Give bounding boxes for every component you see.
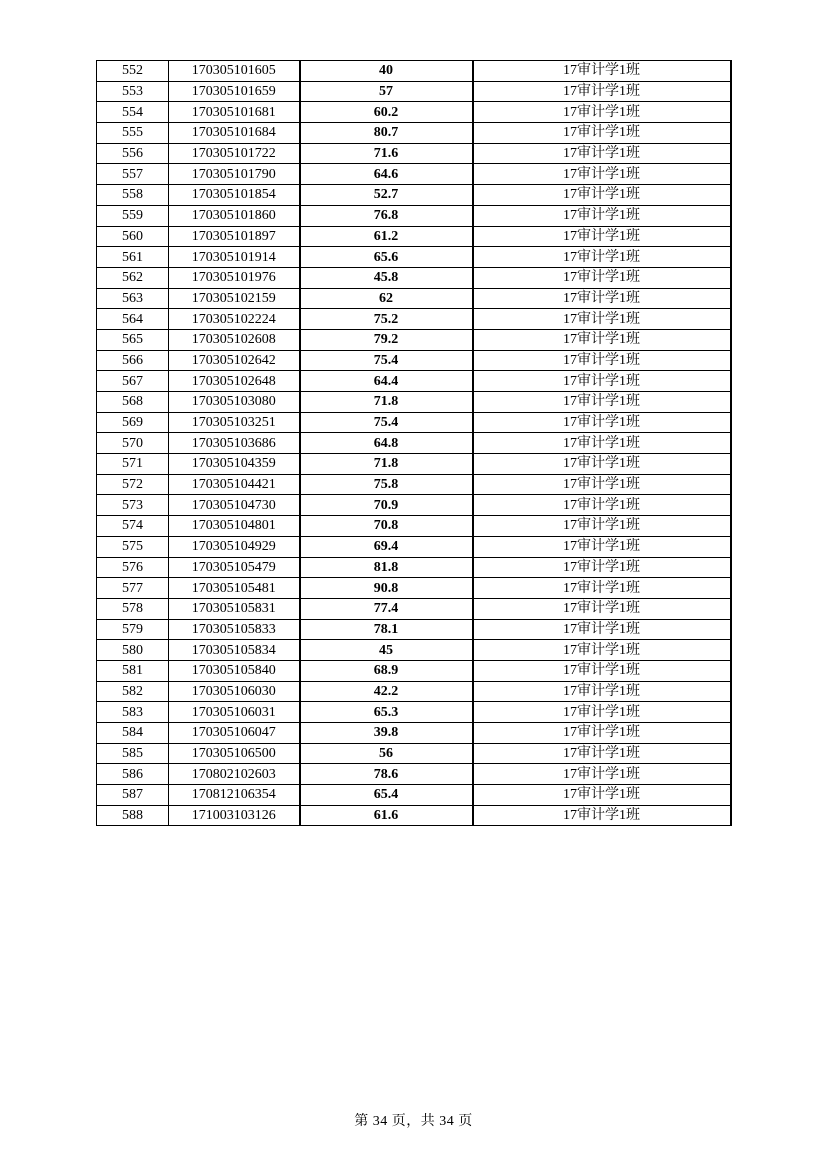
score-cell: 40 [300,61,473,82]
class-name-cell: 17审计学1班 [473,640,731,661]
class-name-cell: 17审计学1班 [473,61,731,82]
score-cell: 45 [300,640,473,661]
class-name-cell: 17审计学1班 [473,785,731,806]
table-row [97,226,731,247]
student-id-cell: 170305101681 [169,102,300,123]
student-id-cell: 170305101860 [169,205,300,226]
class-name-cell: 17审计学1班 [473,764,731,785]
table-row [97,164,731,185]
score-cell: 65.3 [300,702,473,723]
score-cell: 78.1 [300,619,473,640]
class-name-cell: 17审计学1班 [473,454,731,475]
student-id-cell: 170305105481 [169,578,300,599]
row-number-cell: 565 [97,329,169,350]
table-row [97,185,731,206]
class-name-cell: 17审计学1班 [473,536,731,557]
class-name-cell: 17审计学1班 [473,578,731,599]
student-id-cell: 170305106047 [169,723,300,744]
class-name-cell: 17审计学1班 [473,143,731,164]
table-row [97,288,731,309]
table-row [97,805,731,826]
table-row [97,247,731,268]
student-id-cell: 170305104801 [169,516,300,537]
row-number-cell: 563 [97,288,169,309]
student-id-cell: 170305104730 [169,495,300,516]
score-cell: 77.4 [300,598,473,619]
row-number-cell: 559 [97,205,169,226]
student-id-cell: 170305101684 [169,123,300,144]
table-row [97,785,731,806]
row-number-cell: 571 [97,454,169,475]
student-id-cell: 170305105833 [169,619,300,640]
row-number-cell: 584 [97,723,169,744]
row-number-cell: 558 [97,185,169,206]
class-name-cell: 17审计学1班 [473,495,731,516]
score-cell: 80.7 [300,123,473,144]
student-id-cell: 170305106031 [169,702,300,723]
class-name-cell: 17审计学1班 [473,660,731,681]
score-cell: 61.2 [300,226,473,247]
class-name-cell: 17审计学1班 [473,743,731,764]
student-id-cell: 170305102159 [169,288,300,309]
score-cell: 62 [300,288,473,309]
score-cell: 78.6 [300,764,473,785]
class-name-cell: 17审计学1班 [473,81,731,102]
table-row [97,81,731,102]
class-name-cell: 17审计学1班 [473,474,731,495]
score-cell: 65.4 [300,785,473,806]
table-row [97,371,731,392]
row-number-cell: 570 [97,433,169,454]
table-row [97,516,731,537]
score-cell: 75.4 [300,412,473,433]
class-name-cell: 17审计学1班 [473,288,731,309]
table-row [97,309,731,330]
student-id-cell: 170305102648 [169,371,300,392]
score-cell: 75.8 [300,474,473,495]
score-cell: 39.8 [300,723,473,744]
score-cell: 42.2 [300,681,473,702]
row-number-cell: 575 [97,536,169,557]
row-number-cell: 576 [97,557,169,578]
table-row [97,681,731,702]
student-id-cell: 170305104929 [169,536,300,557]
score-cell: 70.9 [300,495,473,516]
score-table-body [97,61,731,826]
row-number-cell: 554 [97,102,169,123]
student-id-cell: 170305105831 [169,598,300,619]
table-row [97,743,731,764]
row-number-cell: 578 [97,598,169,619]
score-cell: 57 [300,81,473,102]
score-cell: 75.4 [300,350,473,371]
student-id-cell: 170305106030 [169,681,300,702]
score-cell: 79.2 [300,329,473,350]
student-id-cell: 170305106500 [169,743,300,764]
row-number-cell: 569 [97,412,169,433]
class-name-cell: 17审计学1班 [473,267,731,288]
score-cell: 61.6 [300,805,473,826]
student-id-cell: 170812106354 [169,785,300,806]
table-row [97,102,731,123]
score-cell: 70.8 [300,516,473,537]
class-name-cell: 17审计学1班 [473,226,731,247]
row-number-cell: 564 [97,309,169,330]
student-id-cell: 170305102608 [169,329,300,350]
row-number-cell: 556 [97,143,169,164]
score-cell: 45.8 [300,267,473,288]
student-id-cell: 170305104359 [169,454,300,475]
row-number-cell: 572 [97,474,169,495]
row-number-cell: 583 [97,702,169,723]
row-number-cell: 561 [97,247,169,268]
row-number-cell: 560 [97,226,169,247]
row-number-cell: 580 [97,640,169,661]
class-name-cell: 17审计学1班 [473,723,731,744]
table-row [97,702,731,723]
row-number-cell: 579 [97,619,169,640]
student-id-cell: 170305101605 [169,61,300,82]
student-id-cell: 170305103686 [169,433,300,454]
score-cell: 71.6 [300,143,473,164]
class-name-cell: 17审计学1班 [473,309,731,330]
table-row [97,474,731,495]
class-name-cell: 17审计学1班 [473,598,731,619]
table-row [97,143,731,164]
student-id-cell: 170305101897 [169,226,300,247]
student-id-cell: 170305101659 [169,81,300,102]
class-name-cell: 17审计学1班 [473,164,731,185]
score-cell: 75.2 [300,309,473,330]
score-cell: 69.4 [300,536,473,557]
row-number-cell: 557 [97,164,169,185]
student-id-cell: 170305103080 [169,392,300,413]
class-name-cell: 17审计学1班 [473,619,731,640]
row-number-cell: 562 [97,267,169,288]
row-number-cell: 553 [97,81,169,102]
score-cell: 68.9 [300,660,473,681]
class-name-cell: 17审计学1班 [473,371,731,392]
row-number-cell: 586 [97,764,169,785]
student-id-cell: 170305105479 [169,557,300,578]
table-row [97,640,731,661]
score-cell: 52.7 [300,185,473,206]
student-id-cell: 170305102642 [169,350,300,371]
row-number-cell: 585 [97,743,169,764]
score-cell: 71.8 [300,454,473,475]
class-name-cell: 17审计学1班 [473,681,731,702]
table-row [97,205,731,226]
table-row [97,123,731,144]
table-row [97,557,731,578]
row-number-cell: 567 [97,371,169,392]
class-name-cell: 17审计学1班 [473,412,731,433]
score-cell: 76.8 [300,205,473,226]
student-id-cell: 170305101790 [169,164,300,185]
student-id-cell: 170305101722 [169,143,300,164]
class-name-cell: 17审计学1班 [473,185,731,206]
row-number-cell: 582 [97,681,169,702]
table-row [97,412,731,433]
table-row [97,454,731,475]
row-number-cell: 568 [97,392,169,413]
table-row [97,578,731,599]
score-cell: 64.4 [300,371,473,392]
score-cell: 60.2 [300,102,473,123]
table-row [97,660,731,681]
row-number-cell: 577 [97,578,169,599]
class-name-cell: 17审计学1班 [473,102,731,123]
student-id-cell: 170305102224 [169,309,300,330]
score-cell: 64.8 [300,433,473,454]
score-cell: 71.8 [300,392,473,413]
table-row [97,723,731,744]
class-name-cell: 17审计学1班 [473,702,731,723]
class-name-cell: 17审计学1班 [473,247,731,268]
score-cell: 65.6 [300,247,473,268]
table-row [97,495,731,516]
score-table [96,60,732,826]
score-cell: 56 [300,743,473,764]
table-row [97,536,731,557]
student-id-cell: 170305101854 [169,185,300,206]
class-name-cell: 17审计学1班 [473,123,731,144]
score-cell: 64.6 [300,164,473,185]
student-id-cell: 170305101914 [169,247,300,268]
row-number-cell: 555 [97,123,169,144]
table-row [97,433,731,454]
class-name-cell: 17审计学1班 [473,516,731,537]
student-id-cell: 171003103126 [169,805,300,826]
table-row [97,350,731,371]
class-name-cell: 17审计学1班 [473,392,731,413]
row-number-cell: 574 [97,516,169,537]
class-name-cell: 17审计学1班 [473,805,731,826]
student-id-cell: 170305101976 [169,267,300,288]
class-name-cell: 17审计学1班 [473,205,731,226]
row-number-cell: 573 [97,495,169,516]
row-number-cell: 588 [97,805,169,826]
row-number-cell: 581 [97,660,169,681]
table-row [97,61,731,82]
class-name-cell: 17审计学1班 [473,557,731,578]
page-footer: 第 34 页，共 34 页 [354,1114,473,1129]
student-id-cell: 170305103251 [169,412,300,433]
student-id-cell: 170305105840 [169,660,300,681]
student-id-cell: 170802102603 [169,764,300,785]
table-row [97,392,731,413]
table-row [97,267,731,288]
table-row [97,329,731,350]
row-number-cell: 566 [97,350,169,371]
table-row [97,619,731,640]
student-id-cell: 170305105834 [169,640,300,661]
row-number-cell: 587 [97,785,169,806]
row-number-cell: 552 [97,61,169,82]
score-cell: 90.8 [300,578,473,599]
class-name-cell: 17审计学1班 [473,329,731,350]
table-row [97,598,731,619]
class-name-cell: 17审计学1班 [473,433,731,454]
score-cell: 81.8 [300,557,473,578]
table-row [97,764,731,785]
class-name-cell: 17审计学1班 [473,350,731,371]
student-id-cell: 170305104421 [169,474,300,495]
